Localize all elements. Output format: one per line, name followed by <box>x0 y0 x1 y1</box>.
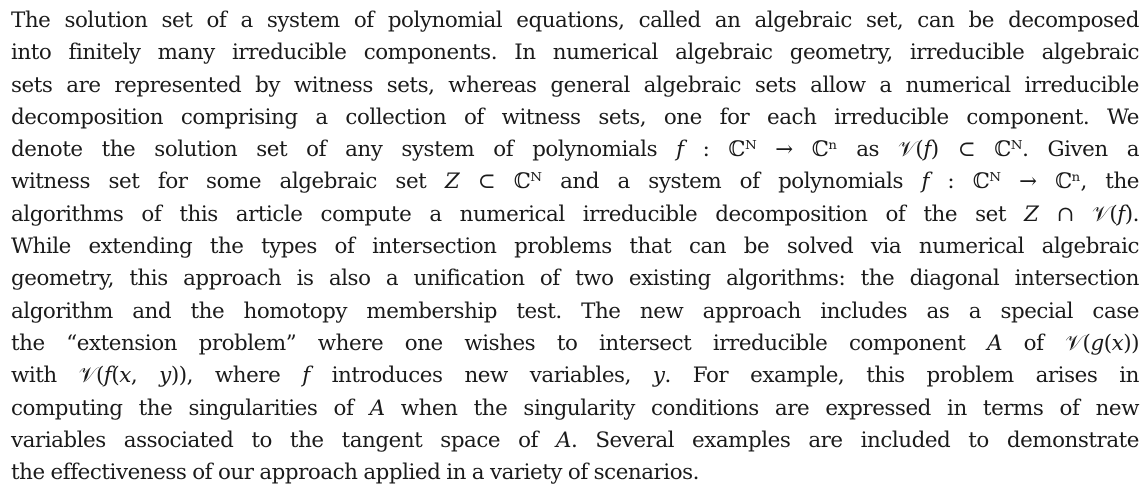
abstract-line-3: sets are represented by witness sets, whereas general algebraic sets allow a numerical irreducible <box>11 72 1139 98</box>
abstract-line-8: While extending the types of intersection problems that can be solved via numerical algebraic <box>11 234 1139 260</box>
abstract-line-1: The solution set of a system of polynomial equations, called an algebraic set, can be decomposed <box>11 8 1139 33</box>
abstract-line-10: algorithm and the homotopy membership test. The new approach includes as a special case <box>11 298 1139 324</box>
abstract-line-9: geometry, this approach is also a unification of two existing algorithms: the diagonal intersection <box>11 266 1139 292</box>
abstract-line-2: into finitely many irreducible components. In numerical algebraic geometry, irreducible algebraic <box>11 40 1139 66</box>
abstract-line-11: the “extension problem” where one wishes to intersect irreducible component 𝐴 of 𝒱(𝑔(𝑥)) <box>11 330 1139 356</box>
abstract-line-7: algorithms of this article compute a numerical irreducible decomposition of the set 𝑍 ∩ 𝒱(𝑓). <box>11 201 1139 227</box>
abstract-line-4: decomposition comprising a collection of witness sets, one for each irreducible component. We <box>11 104 1139 130</box>
abstract-line-13: computing the singularities of 𝐴 when the singularity conditions are expressed in terms of new <box>11 395 1139 421</box>
abstract-line-15: the effectiveness of our approach applied in a variety of scenarios. <box>11 460 700 486</box>
abstract-line-14: variables associated to the tangent space of 𝐴. Several examples are included to demonstrate <box>11 427 1139 453</box>
abstract-paragraph <box>11 5 1139 489</box>
abstract-line-5: denote the solution set of any system of polynomials 𝑓 : ℂᴺ → ℂⁿ as 𝒱(𝑓) ⊂ ℂᴺ. Given a <box>11 137 1139 163</box>
abstract-line-12: with 𝒱(𝑓(𝑥, 𝑦)), where 𝑓 introduces new variables, 𝑦. For example, this problem arises in <box>11 363 1139 389</box>
abstract-line-6: witness set for some algebraic set 𝑍 ⊂ ℂᴺ and a system of polynomials 𝑓 : ℂᴺ → ℂⁿ, the <box>11 169 1139 195</box>
